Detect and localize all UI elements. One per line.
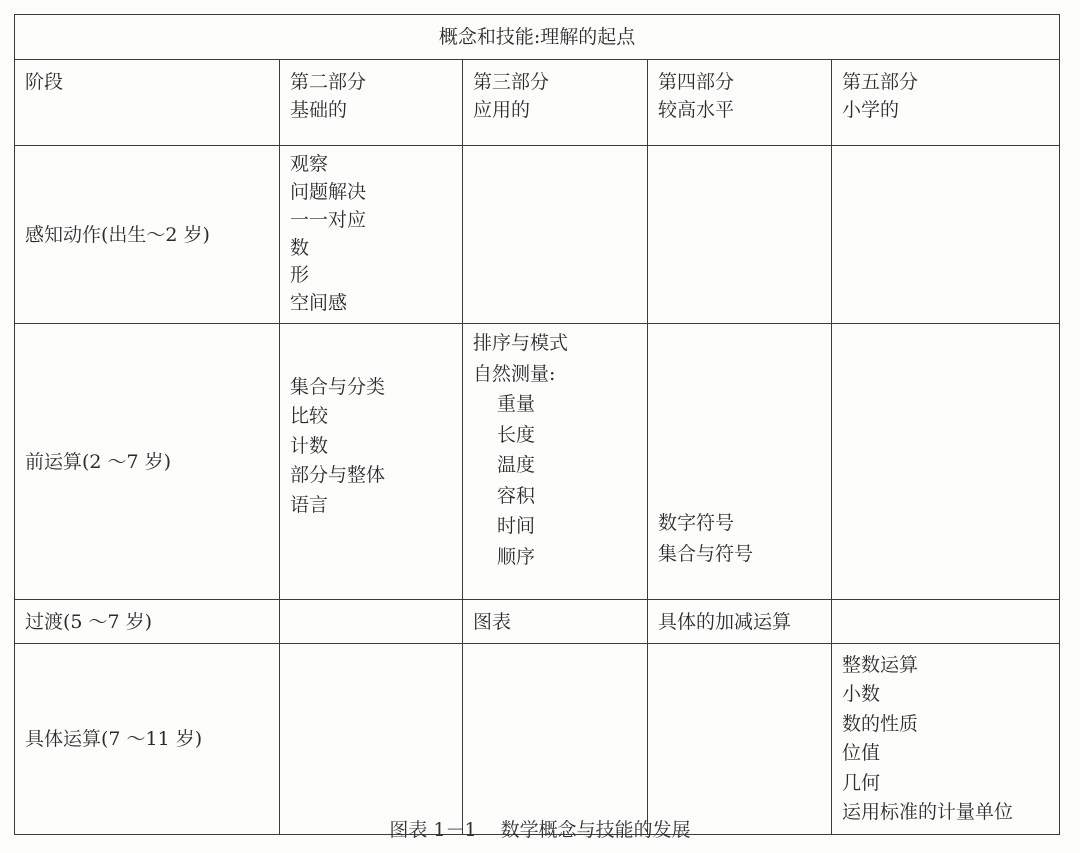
list-item: 集合与符号 <box>658 542 754 565</box>
list-item: 问题解决 <box>290 181 367 204</box>
header-part-two <box>280 60 463 146</box>
list-item: 集合与分类 <box>290 375 386 398</box>
header-part-five-line: 小学的 <box>842 99 900 121</box>
header-part-four <box>648 60 832 146</box>
list-item: 顺序 <box>497 545 536 568</box>
header-part-three-line: 第三部分 <box>473 71 550 93</box>
preoperational-primary-cell <box>832 324 1060 600</box>
stage-concrete: 具体运算(7 ～11 岁) <box>15 644 280 835</box>
caption-number: 图表 1－1 <box>389 819 477 841</box>
sensorimotor-primary-cell <box>832 146 1060 324</box>
list-item: 自然测量: <box>473 362 556 385</box>
header-part-four-line: 第四部分 <box>658 71 735 93</box>
concrete-advanced-cell <box>648 644 832 835</box>
header-stage: 阶段 <box>15 60 280 146</box>
list-item: 几何 <box>842 771 881 794</box>
transition-primary-cell <box>832 600 1060 644</box>
list-item: 观察 <box>290 153 329 176</box>
figure-caption <box>0 815 1080 842</box>
stage-transition: 过渡(5 ～7 岁) <box>15 600 280 644</box>
table-header-row <box>15 60 1060 146</box>
table-row-sensorimotor <box>15 146 1060 324</box>
preoperational-basic-cell <box>280 324 463 600</box>
header-part-five <box>832 60 1060 146</box>
transition-basic-cell <box>280 600 463 644</box>
sensorimotor-applied-cell <box>463 146 648 324</box>
sensorimotor-advanced-cell <box>648 146 832 324</box>
table-title-row <box>15 15 1060 60</box>
list-item: 空间感 <box>290 291 348 314</box>
preoperational-advanced-cell <box>648 324 832 600</box>
list-item: 小数 <box>842 683 881 705</box>
list-item: 计数 <box>290 434 329 457</box>
table-row-concrete <box>15 644 1060 835</box>
transition-applied-cell: 图表 <box>463 600 648 644</box>
concept-skill-table <box>14 14 1060 835</box>
sensorimotor-basic-cell <box>280 146 463 324</box>
list-item: 长度 <box>497 423 536 446</box>
header-part-three-line: 应用的 <box>473 99 531 121</box>
list-item: 部分与整体 <box>290 464 386 487</box>
list-item: 形 <box>290 264 310 287</box>
list-item: 位值 <box>842 742 881 764</box>
stage-sensorimotor: 感知动作(出生～2 岁) <box>15 146 280 324</box>
list-item: 一一对应 <box>290 208 367 231</box>
header-part-five-line: 第五部分 <box>842 71 919 93</box>
header-part-three <box>463 60 648 146</box>
caption-text: 数学概念与技能的发展 <box>500 819 691 841</box>
list-item: 数 <box>290 236 310 259</box>
list-item: 语言 <box>290 493 329 516</box>
table-title: 概念和技能:理解的起点 <box>15 15 1060 60</box>
concrete-primary-cell <box>832 644 1060 835</box>
stage-preoperational: 前运算(2 ～7 岁) <box>15 324 280 600</box>
list-item: 时间 <box>497 515 536 537</box>
header-part-two-line: 基础的 <box>290 99 348 121</box>
list-item: 排序与模式 <box>473 332 569 354</box>
list-item: 温度 <box>497 454 536 476</box>
list-item: 数字符号 <box>658 512 735 534</box>
list-item: 整数运算 <box>842 653 919 676</box>
list-item: 数的性质 <box>842 712 919 735</box>
header-part-four-line: 较高水平 <box>658 99 735 121</box>
header-part-two-line: 第二部分 <box>290 71 367 93</box>
table-row-transition <box>15 600 1060 644</box>
list-item: 比较 <box>290 405 329 428</box>
list-item: 容积 <box>497 484 536 507</box>
concrete-applied-cell <box>463 644 648 835</box>
preoperational-applied-cell <box>463 324 648 600</box>
concrete-basic-cell <box>280 644 463 835</box>
list-item: 运用标准的计量单位 <box>842 801 1014 823</box>
transition-advanced-cell: 具体的加减运算 <box>648 600 832 644</box>
table-row-preoperational <box>15 324 1060 600</box>
list-item: 重量 <box>497 393 536 415</box>
